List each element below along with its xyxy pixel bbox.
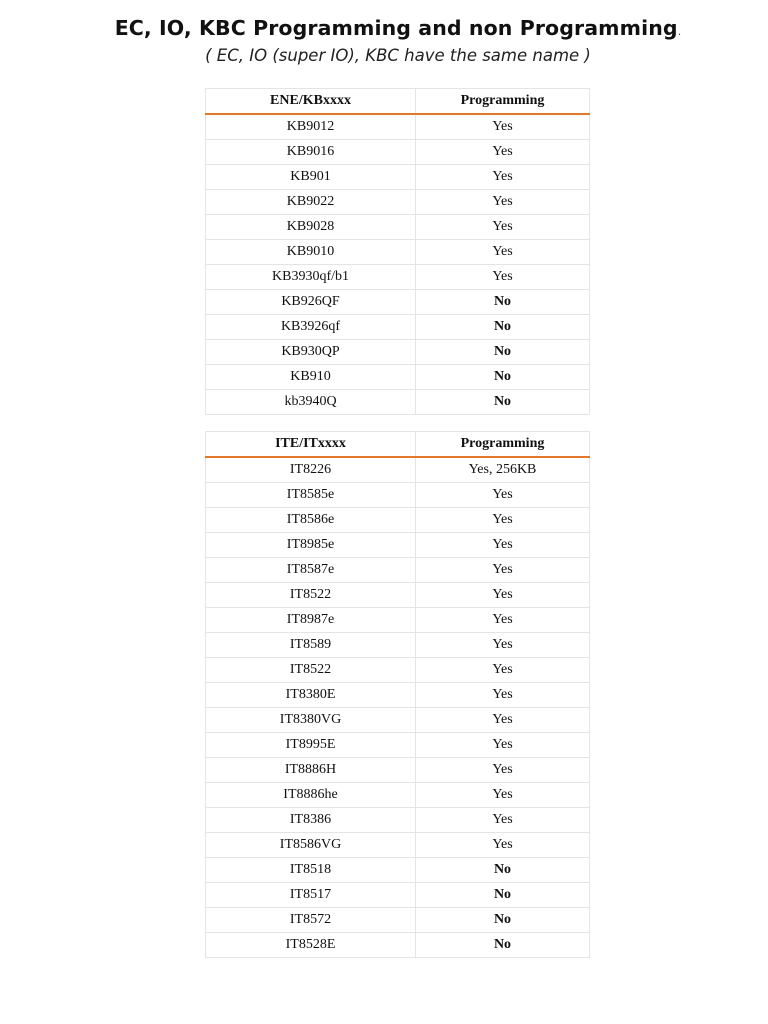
- programming-status-cell: Yes, 256KB: [416, 457, 590, 483]
- programming-status-cell: No: [416, 315, 590, 340]
- programming-status-cell: Yes: [416, 608, 590, 633]
- programming-status-cell: Yes: [416, 114, 590, 140]
- chip-model-cell: KB9028: [206, 215, 416, 240]
- programming-status-cell: Yes: [416, 733, 590, 758]
- programming-status-cell: Yes: [416, 508, 590, 533]
- table-row: [206, 558, 590, 583]
- table-row: [206, 908, 590, 933]
- programming-status-cell: Yes: [416, 165, 590, 190]
- chip-model-cell: KB930QP: [206, 340, 416, 365]
- programming-status-cell: Yes: [416, 558, 590, 583]
- table-row: [206, 858, 590, 883]
- page-title-text: EC, IO, KBC Programming and non Programming: [114, 16, 678, 40]
- table-row: [206, 633, 590, 658]
- chip-model-cell: IT8572: [206, 908, 416, 933]
- chip-model-cell: KB9016: [206, 140, 416, 165]
- programming-status-cell: Yes: [416, 633, 590, 658]
- table-row: [206, 390, 590, 415]
- programming-status-cell: No: [416, 290, 590, 315]
- chip-model-cell: KB9010: [206, 240, 416, 265]
- table-row: [206, 215, 590, 240]
- table-row: [206, 340, 590, 365]
- table-row: [206, 708, 590, 733]
- chip-model-cell: IT8886H: [206, 758, 416, 783]
- table-row: [206, 240, 590, 265]
- chip-model-cell: IT8522: [206, 583, 416, 608]
- ite-table-body: [206, 457, 590, 958]
- programming-status-cell: Yes: [416, 265, 590, 290]
- programming-status-cell: Yes: [416, 758, 590, 783]
- chip-model-cell: IT8589: [206, 633, 416, 658]
- chip-model-cell: KB910: [206, 365, 416, 390]
- programming-status-cell: Yes: [416, 483, 590, 508]
- table-header-row: [206, 89, 590, 115]
- table-row: [206, 114, 590, 140]
- programming-status-cell: No: [416, 933, 590, 958]
- chip-model-cell: IT8518: [206, 858, 416, 883]
- table-row: [206, 190, 590, 215]
- programming-status-cell: No: [416, 858, 590, 883]
- programming-status-cell: Yes: [416, 683, 590, 708]
- table-row: [206, 783, 590, 808]
- table-row: [206, 658, 590, 683]
- ene-table-body: [206, 114, 590, 415]
- table-row: [206, 733, 590, 758]
- table-row: [206, 290, 590, 315]
- chip-model-cell: IT8380E: [206, 683, 416, 708]
- page-title: [0, 16, 768, 40]
- table-row: [206, 833, 590, 858]
- programming-status-cell: No: [416, 390, 590, 415]
- programming-status-cell: Yes: [416, 240, 590, 265]
- chip-model-cell: IT8226: [206, 457, 416, 483]
- programming-status-cell: Yes: [416, 708, 590, 733]
- chip-model-cell: KB901: [206, 165, 416, 190]
- table-row: [206, 165, 590, 190]
- table-row: [206, 265, 590, 290]
- column-header-model: ENE/KBxxxx: [206, 89, 416, 115]
- chip-model-cell: IT8587e: [206, 558, 416, 583]
- programming-status-cell: Yes: [416, 783, 590, 808]
- programming-status-cell: Yes: [416, 658, 590, 683]
- table-row: [206, 483, 590, 508]
- chip-model-cell: KB9022: [206, 190, 416, 215]
- chip-model-cell: IT8380VG: [206, 708, 416, 733]
- chip-model-cell: IT8386: [206, 808, 416, 833]
- table-row: [206, 508, 590, 533]
- table-row: [206, 533, 590, 558]
- chip-model-cell: KB3930qf/b1: [206, 265, 416, 290]
- chip-model-cell: kb3940Q: [206, 390, 416, 415]
- page-subtitle: ( EC, IO (super IO), KBC have the same name ): [205, 46, 591, 65]
- programming-status-cell: Yes: [416, 833, 590, 858]
- column-header-programming: Programming: [416, 89, 590, 115]
- chip-model-cell: KB926QF: [206, 290, 416, 315]
- programming-status-cell: Yes: [416, 583, 590, 608]
- table-row: [206, 365, 590, 390]
- chip-model-cell: IT8517: [206, 883, 416, 908]
- table-row: [206, 933, 590, 958]
- table-row: [206, 608, 590, 633]
- programming-status-cell: Yes: [416, 533, 590, 558]
- programming-status-cell: No: [416, 908, 590, 933]
- chip-model-cell: IT8585e: [206, 483, 416, 508]
- programming-status-cell: Yes: [416, 140, 590, 165]
- table-header-row: [206, 432, 590, 458]
- column-header-programming: Programming: [416, 432, 590, 458]
- table-row: [206, 457, 590, 483]
- chip-model-cell: IT8586VG: [206, 833, 416, 858]
- programming-status-cell: Yes: [416, 215, 590, 240]
- programming-status-cell: No: [416, 340, 590, 365]
- chip-model-cell: IT8995E: [206, 733, 416, 758]
- chip-model-cell: IT8987e: [206, 608, 416, 633]
- table-row: [206, 883, 590, 908]
- table-row: [206, 808, 590, 833]
- programming-status-cell: Yes: [416, 190, 590, 215]
- programming-status-cell: No: [416, 365, 590, 390]
- ene-kb-table: [205, 88, 590, 415]
- programming-status-cell: Yes: [416, 808, 590, 833]
- table-row: [206, 758, 590, 783]
- column-header-model: ITE/ITxxxx: [206, 432, 416, 458]
- chip-model-cell: IT8586e: [206, 508, 416, 533]
- chip-model-cell: IT8985e: [206, 533, 416, 558]
- ite-it-table: [205, 431, 590, 958]
- table-row: [206, 583, 590, 608]
- programming-status-cell: No: [416, 883, 590, 908]
- table-row: [206, 683, 590, 708]
- chip-model-cell: IT8522: [206, 658, 416, 683]
- table-row: [206, 315, 590, 340]
- chip-model-cell: KB9012: [206, 114, 416, 140]
- chip-model-cell: IT8886he: [206, 783, 416, 808]
- chip-model-cell: IT8528E: [206, 933, 416, 958]
- chip-model-cell: KB3926qf: [206, 315, 416, 340]
- table-row: [206, 140, 590, 165]
- page-title-suffix: .: [677, 25, 682, 38]
